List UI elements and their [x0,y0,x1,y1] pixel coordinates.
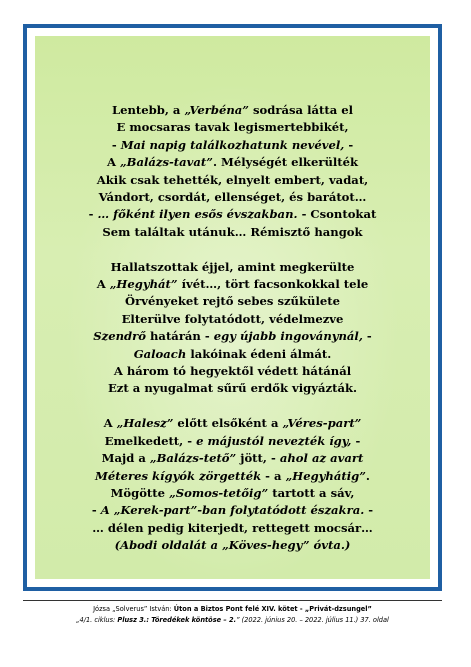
poem-line [35,311,430,328]
poem-line-segment: - [91,503,101,518]
footer-chapter: Plusz 3.: Töredékek köntöse – 2. [117,616,237,624]
poem-panel [35,36,430,579]
footer-cycle: „4/1. ciklus: [76,616,118,624]
poem-line [35,502,430,519]
poem-line-segment: ahol az avart [279,451,364,466]
poem-line [35,137,430,154]
poem-line [35,206,430,223]
poem-line [35,363,430,380]
poem-line-segment: A „Kerek-part”-ban folytatódott északra. [100,503,365,518]
poem-line [35,468,430,485]
poem-line-segment: Emelkedett, - [104,433,197,448]
stanza [35,102,430,241]
poem-line-segment: „Hegyhátig” [285,468,366,483]
poem-line [35,450,430,467]
poem-line-segment: határán - [145,329,214,344]
poem-line [35,346,430,363]
poem-line-segment: Mai napig találkozhatunk nevével, [120,137,345,152]
page-frame [23,24,442,591]
poem-line-segment: … főként ilyen esős évszakban. [97,207,298,222]
poem-line-segment: - [351,433,361,448]
page-footer [23,600,442,626]
poem-line-segment: A [106,155,120,170]
poem-line [35,102,430,119]
footer-line-1 [23,604,442,615]
poem-line-segment: lakóinak édeni álmát. [186,346,332,361]
poem-line-segment: Elterülve folytatódott, védelmezve [121,311,344,326]
poem-line [35,537,430,554]
footer-line-2 [23,615,442,626]
poem-line-segment: A [96,277,110,292]
poem-line-segment: Vándort, csordát, ellenséget, és barátot… [98,190,367,205]
poem-line-segment: - [88,207,98,222]
stanza [35,415,430,554]
poem-line-segment: … délen pedig kiterjedt, rettegett mocsár… [92,520,373,535]
footer-dates-page: ” (2022. június 20. – 2022. július 11.) 37. oldal [236,616,389,624]
poem-line-segment: „Verbéna” [184,103,249,117]
poem-line-segment: Örvényeket rejtő sebes szűkülete [125,294,340,309]
poem-line-segment: tartott a sáv, [268,485,355,500]
poem-line [35,380,430,397]
poem-line [35,154,430,171]
poem-line-segment: - Csontokat [297,207,377,222]
poem-line-segment: sodrása látta el [248,103,354,117]
stanza [35,259,430,398]
poem-line [35,276,430,293]
poem-line-segment: Sem találtak utánuk… Rémisztő hangok [102,224,363,239]
poem-line-segment: Hallatszottak éjjel, amint megkerülte [110,259,355,274]
poem-line-segment: Szendrő [93,329,146,344]
poem-line-segment: „Balázs-tető” [149,451,237,466]
poem-line-segment: „Halesz” [116,416,174,431]
poem-line-segment: ívét…, tört facsonkokkal tele [177,277,369,292]
poem-line-segment: „Hegyhát” [109,277,178,292]
poem-line-segment: Méteres kígyók zörgették [95,468,262,483]
poem-line [35,520,430,537]
poem-line-segment: - [344,137,354,152]
poem-line-segment: „Somos-tetőig” [169,485,269,500]
poem-line-segment: E mocsaras tavak legismertebbikét, [116,120,349,135]
poem-line-segment: jött, - [236,451,280,466]
poem-line [35,189,430,206]
poem-line-segment: Ezt a nyugalmat sűrű erdők vigyázták. [107,381,358,396]
poem-line [35,224,430,241]
poem-line-segment: - a [261,468,286,483]
footer-author: Józsa „Solverus” István: [93,605,174,613]
poem-text [35,102,430,572]
poem-line [35,328,430,345]
poem-line [35,485,430,502]
poem-line [35,433,430,450]
poem-line-segment: Galoach [133,346,187,361]
poem-line-segment: - [364,503,374,518]
poem-line-segment: Lentebb, a [111,103,185,117]
footer-book-title: Úton a Biztos Pont felé XIV. kötet - „Privát-dzsungel” [173,605,372,613]
poem-line-segment: egy újabb ingoványnál, [213,329,363,344]
poem-line-segment: - [111,137,121,152]
poem-line [35,259,430,276]
poem-line-segment: A három tó hegyektől védett hátánál [113,364,352,379]
poem-line-segment: (Abodi oldalát a „Köves-hegy” óvta.) [114,538,351,553]
poem-line-segment: . [365,468,370,483]
poem-line-segment: . Mélységét elkerülték [212,155,359,170]
poem-line-segment: Akik csak tehették, elnyelt embert, vadat, [96,172,369,187]
poem-line-segment: „Balázs-tavat” [119,155,213,170]
poem-line [35,415,430,432]
poem-line-segment: Mögötte [110,485,170,500]
poem-line [35,293,430,310]
poem-line [35,172,430,189]
poem-line-segment: A [103,416,117,431]
poem-line-segment: „Véres-part” [282,416,362,431]
poem-line-segment: Majd a [101,451,150,466]
poem-line-segment: - [362,329,372,344]
poem-line-segment: e májustól nevezték így, [196,433,352,448]
poem-line [35,119,430,136]
poem-line-segment: előtt elsőként a [173,416,283,431]
